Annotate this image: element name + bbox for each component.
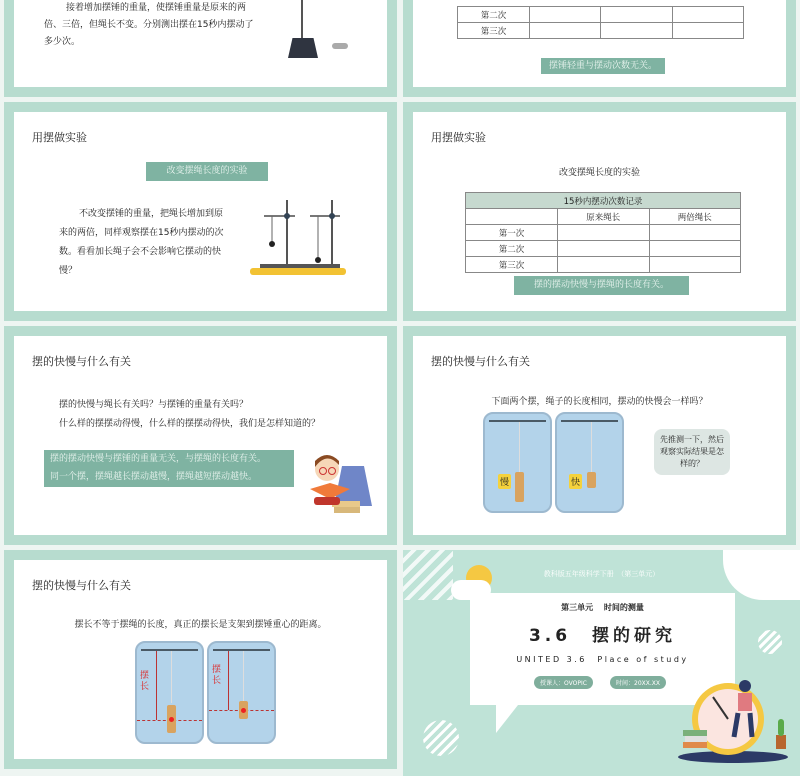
slide-text: 接着增加摆锤的重量，使摆锤重量是原来的两倍、三倍，但绳长不变。分别测出摆在15秒内摆动了多少次。 [44,3,254,47]
clock-character-illustration [678,675,798,765]
time-badge: 时间：20XX.XX [610,676,666,689]
pendulum-length-label: 摆长 [140,671,150,692]
short-pendulum-panel [207,641,276,744]
stripe-circle [758,630,782,654]
slide-same-length[interactable] [403,326,796,545]
row-label: 第二次 [466,241,558,257]
slide-length-table[interactable] [403,102,796,321]
slide-cover[interactable] [403,550,800,776]
fast-pendulum-panel [555,412,624,513]
slide-title: 摆的快慢与什么有关 [32,579,131,592]
column-header: 原来绳长 [558,209,650,225]
stripe-circle [423,720,459,756]
cover-subtitle: UNITED 3.6 Place of study [516,655,689,664]
answer-2: 同一个摆，摆绳越长摆动越慢，摆绳越短摆动越快。 [50,472,258,482]
row-label: 第一次 [466,225,558,241]
slide-text: 不改变摆锤的重量，把绳长增加到原来的两倍，同样观察摆在15秒内摆动的次数。看看加长绳子会不会影响它摆动的快慢？ [59,209,224,276]
slow-pendulum-panel [483,412,552,513]
speech-bubble: 先推测一下，然后观察实际结果是怎样的？ [654,429,730,475]
slide-weight-experiment[interactable] [4,0,397,97]
reading-child-illustration [302,451,377,523]
table-title: 15秒内摆动次数记录 [466,193,741,209]
stand-pole [301,0,303,40]
question-1: 摆的快慢与绳长有关吗？与摆锤的重量有关吗？ [59,400,249,410]
slide-text: 摆长不等于摆绳的长度，真正的摆长是支架到摆锤重心的距离。 [74,620,327,630]
pendulum-stands-illustration [250,190,350,285]
slide-title: 摆的快慢与什么有关 [32,355,131,368]
slide-length-experiment[interactable] [4,102,397,321]
weights-icon [332,43,348,49]
presenter-badge: 授课人：OVOPIC [534,676,593,689]
unit-title: 第三单元 时间的测量 [561,603,644,612]
slow-tag: 慢 [498,474,511,489]
slide-question: 下面两个摆，绳子的长度相同，摆动的快慢会一样吗？ [491,397,708,407]
question-2: 什么样的摆摆动得慢，什么样的摆摆动得快，我们是怎样知道的？ [59,419,321,429]
slide-title: 用摆做实验 [431,131,486,144]
conclusion-label: 摆锤轻重与摆动次数无关。 [541,58,665,74]
speech-tail [496,705,518,733]
slide-subtitle: 改变摆绳长度的实验 [558,168,640,178]
fast-tag: 快 [569,474,582,489]
weight-table [457,6,744,39]
conclusion-label: 摆的摆动快慢与摆绳的长度有关。 [514,276,689,295]
length-table [465,192,741,273]
row-label: 第三次 [458,23,530,39]
slide-question[interactable] [4,326,397,545]
pendulum-length-label: 摆长 [212,665,222,686]
column-header [466,209,558,225]
long-pendulum-panel [135,641,204,744]
experiment-label: 改变摆绳长度的实验 [146,162,268,181]
slide-pendulum-length[interactable] [4,550,397,769]
slide-title: 摆的快慢与什么有关 [431,355,530,368]
column-header: 两倍绳长 [649,209,741,225]
answer-1: 摆的摆动快慢与摆锤的重量无关，与摆绳的长度有关。 [50,454,267,464]
slide-title: 用摆做实验 [32,131,87,144]
stand-base [288,38,318,58]
cover-course: 教科版五年级科学下册 （第三单元） [543,570,660,578]
cover-title: 3.6 摆的研究 [528,626,677,646]
answer-box [44,450,294,487]
row-label: 第三次 [466,257,558,273]
row-label: 第二次 [458,7,530,23]
slide-weight-table[interactable] [403,0,796,97]
